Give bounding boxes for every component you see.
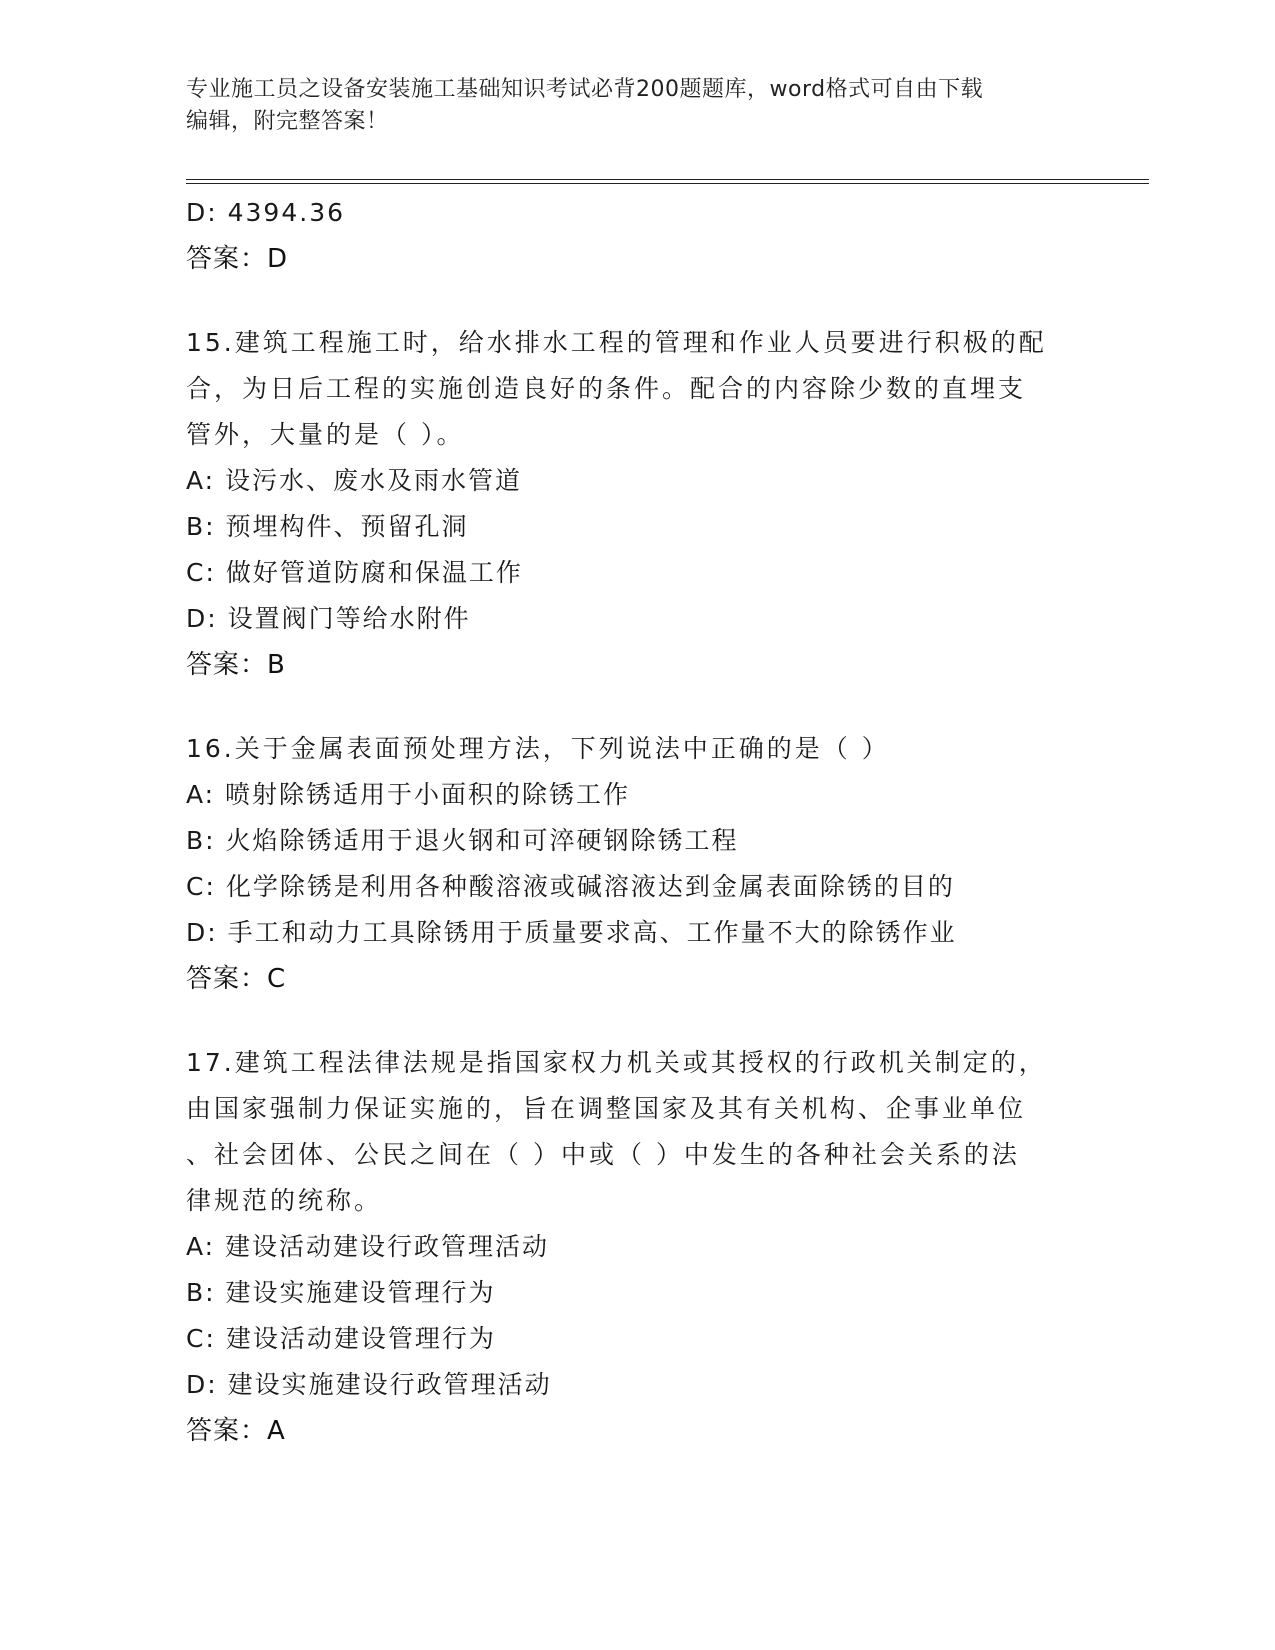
option-b: B: 火焰除锈适用于退火钢和可淬硬钢除锈工程 (186, 826, 739, 855)
question-text-line: 、社会团体、公民之间在（ ）中或（ ）中发生的各种社会关系的法 (186, 1140, 1020, 1169)
question-block-16 (186, 726, 1086, 1002)
answer-line: 答案：B (186, 650, 286, 680)
spacer (186, 688, 1086, 726)
question-text-line: 15.建筑工程施工时，给水排水工程的管理和作业人员要进行积极的配 (186, 328, 1047, 357)
spacer (186, 1002, 1086, 1040)
question-block-previous (186, 190, 1086, 282)
question-block-17 (186, 1040, 1086, 1454)
option-d: D: 4394.36 (186, 198, 346, 227)
option-d: D: 手工和动力工具除锈用于质量要求高、工作量不大的除锈作业 (186, 918, 957, 947)
option-b: B: 预埋构件、预留孔洞 (186, 512, 469, 541)
header-rule-bottom (186, 183, 1149, 184)
option-c: C: 做好管道防腐和保温工作 (186, 558, 523, 587)
question-text-line: 由国家强制力保证实施的，旨在调整国家及其有关机构、企事业单位 (186, 1094, 1027, 1123)
question-block-15 (186, 320, 1086, 688)
header-title-line-2: 编辑，附完整答案！ (186, 109, 389, 134)
option-b: B: 建设实施建设管理行为 (186, 1278, 496, 1307)
header-rule-top (186, 179, 1149, 180)
page-header (186, 74, 1066, 138)
spacer (186, 282, 1086, 320)
header-title-line-1: 专业施工员之设备安装施工基础知识考试必背200题题库，word格式可自由下载 (186, 77, 984, 102)
question-text-line: 管外，大量的是（ ）。 (186, 420, 465, 449)
option-a: A: 设污水、废水及雨水管道 (186, 466, 523, 495)
option-d: D: 设置阀门等给水附件 (186, 604, 471, 633)
answer-line: 答案：C (186, 964, 287, 994)
option-a: A: 喷射除锈适用于小面积的除锈工作 (186, 780, 631, 809)
option-c: C: 化学除锈是利用各种酸溶液或碱溶液达到金属表面除锈的目的 (186, 872, 955, 901)
question-text-line: 16.关于金属表面预处理方法，下列说法中正确的是（ ） (186, 734, 890, 763)
option-a: A: 建设活动建设行政管理活动 (186, 1232, 550, 1261)
question-text-line: 律规范的统称。 (186, 1186, 383, 1215)
option-c: C: 建设活动建设管理行为 (186, 1324, 496, 1353)
option-d: D: 建设实施建设行政管理活动 (186, 1370, 552, 1399)
document-body (186, 190, 1086, 1454)
question-text-line: 17.建筑工程法律法规是指国家权力机关或其授权的行政机关制定的， (186, 1048, 1047, 1077)
question-text-line: 合，为日后工程的实施创造良好的条件。配合的内容除少数的直埋支 (186, 374, 1027, 403)
answer-line: 答案：D (186, 244, 289, 274)
answer-line: 答案：A (186, 1416, 286, 1446)
